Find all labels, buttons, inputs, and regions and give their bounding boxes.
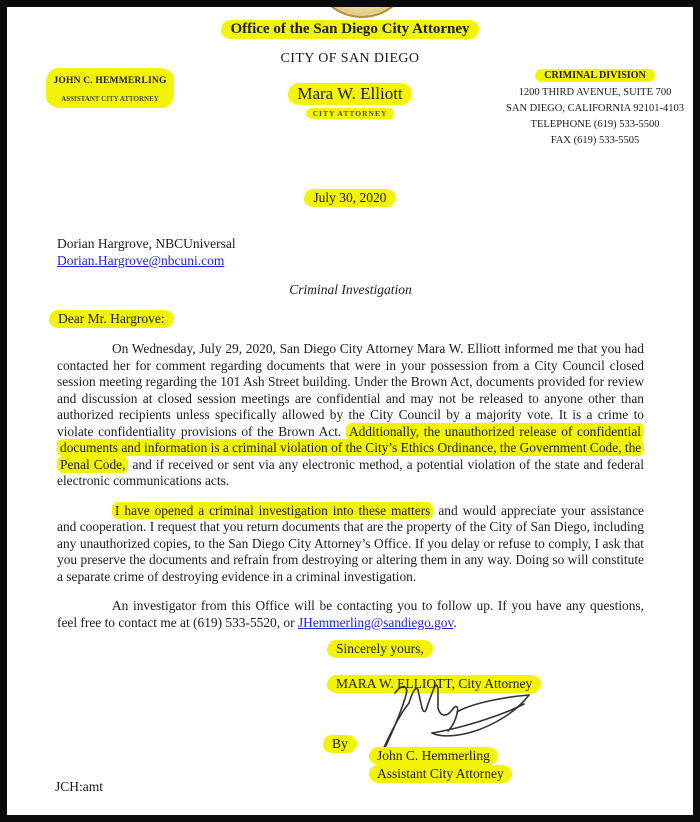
email-link[interactable]: JHemmerling@sandiego.gov bbox=[297, 614, 454, 630]
text-segment: On Wednesday, July 29, 2020, San Diego City Attorney Mara W. Elliott informed me that you had contacted her for comment regarding documents that were in your possession from a City Council closed session meeting regarding the 101 Ash Street building. Under the Brown Act, documents provided for review and discussion at closed session meetings are confidential and may not be released to anyone other than authorized recipients unless specifically allowed by the City Council by a majority vote. It is a crime to violate confidentiality provisions of the Brown Act. bbox=[57, 341, 644, 439]
assistant-attorney-name: JOHN C. HEMMERLING bbox=[53, 76, 167, 86]
phone-line: TELEPHONE (619) 533-5500 bbox=[530, 119, 660, 130]
salutation bbox=[49, 310, 644, 328]
assistant-attorney-title: ASSISTANT CITY ATTORNEY bbox=[61, 95, 159, 103]
office-title-text: Office of the San Diego City Attorney bbox=[221, 20, 478, 39]
recipient-name: Dorian Hargrove, NBCUniversal bbox=[57, 236, 236, 251]
highlighted-text: Additionally, the unauthorized release of confidential documents and information is a criminal violation of the City’s Ethics Ordinance, the Government Code, the Penal Code, bbox=[57, 423, 644, 473]
paragraph-3 bbox=[57, 598, 644, 631]
text-segment: and would appreciate your assistance and cooperation. I request that you return documents that are the property of the City of San Diego, including any unauthorized copies, to the San Diego City Attorney’s Office. If you delay or refuse to comply, I ask that you preserve the documents and refrain from destroying or altering them in any way. Doing so will constitute a separate crime of destroying evidence in a criminal investigation. bbox=[57, 502, 644, 584]
text-segment: An investigator from this Office will be contacting you to follow up. If you have any questions, feel free to contact me at (619) 533-5520, or bbox=[57, 598, 644, 630]
letterhead bbox=[7, 7, 693, 155]
division-name: CRIMINAL DIVISION bbox=[535, 69, 654, 82]
closing-block bbox=[57, 640, 644, 795]
address-line-1: 1200 THIRD AVENUE, SUITE 700 bbox=[518, 87, 672, 98]
recipient-email-link[interactable]: Dorian.Hargrove@nbcuni.com bbox=[57, 253, 225, 268]
by-title: Assistant City Attorney bbox=[369, 765, 512, 783]
subject-line: Criminal Investigation bbox=[289, 282, 412, 297]
paragraph-1 bbox=[57, 341, 644, 490]
city-attorney-name: Mara W. Elliott bbox=[288, 83, 411, 105]
salutation-text: Dear Mr. Hargrove: bbox=[49, 310, 174, 328]
letter-date: July 30, 2020 bbox=[304, 189, 395, 207]
city-attorney-title: CITY ATTORNEY bbox=[306, 108, 395, 119]
closing-sincerely: Sincerely yours, bbox=[327, 640, 433, 658]
fax-line: FAX (619) 533-5505 bbox=[550, 135, 640, 146]
recipient-block bbox=[57, 235, 644, 269]
letter-body bbox=[7, 235, 693, 795]
address-line-2: SAN DIEGO, CALIFORNIA 92101-4103 bbox=[506, 103, 684, 114]
date-line bbox=[7, 189, 693, 207]
reference-initials: JCH:amt bbox=[55, 779, 104, 794]
city-line: CITY OF SAN DIEGO bbox=[280, 51, 420, 66]
letterhead-right-block bbox=[501, 69, 689, 149]
paragraph-2 bbox=[57, 503, 644, 586]
signature-area bbox=[57, 695, 644, 781]
closing-signer: MARA W. ELLIOTT, City Attorney bbox=[327, 675, 541, 693]
highlighted-text: I have opened a criminal investigation into these matters bbox=[112, 502, 433, 519]
by-label: By bbox=[323, 735, 357, 753]
signature-name-block bbox=[369, 747, 512, 783]
text-segment: . bbox=[453, 614, 457, 630]
text-segment: and if received or sent via any electronic method, a potential violation of the state and federal electronic communications acts. bbox=[57, 456, 645, 488]
by-name: John C. Hemmerling bbox=[369, 747, 498, 765]
